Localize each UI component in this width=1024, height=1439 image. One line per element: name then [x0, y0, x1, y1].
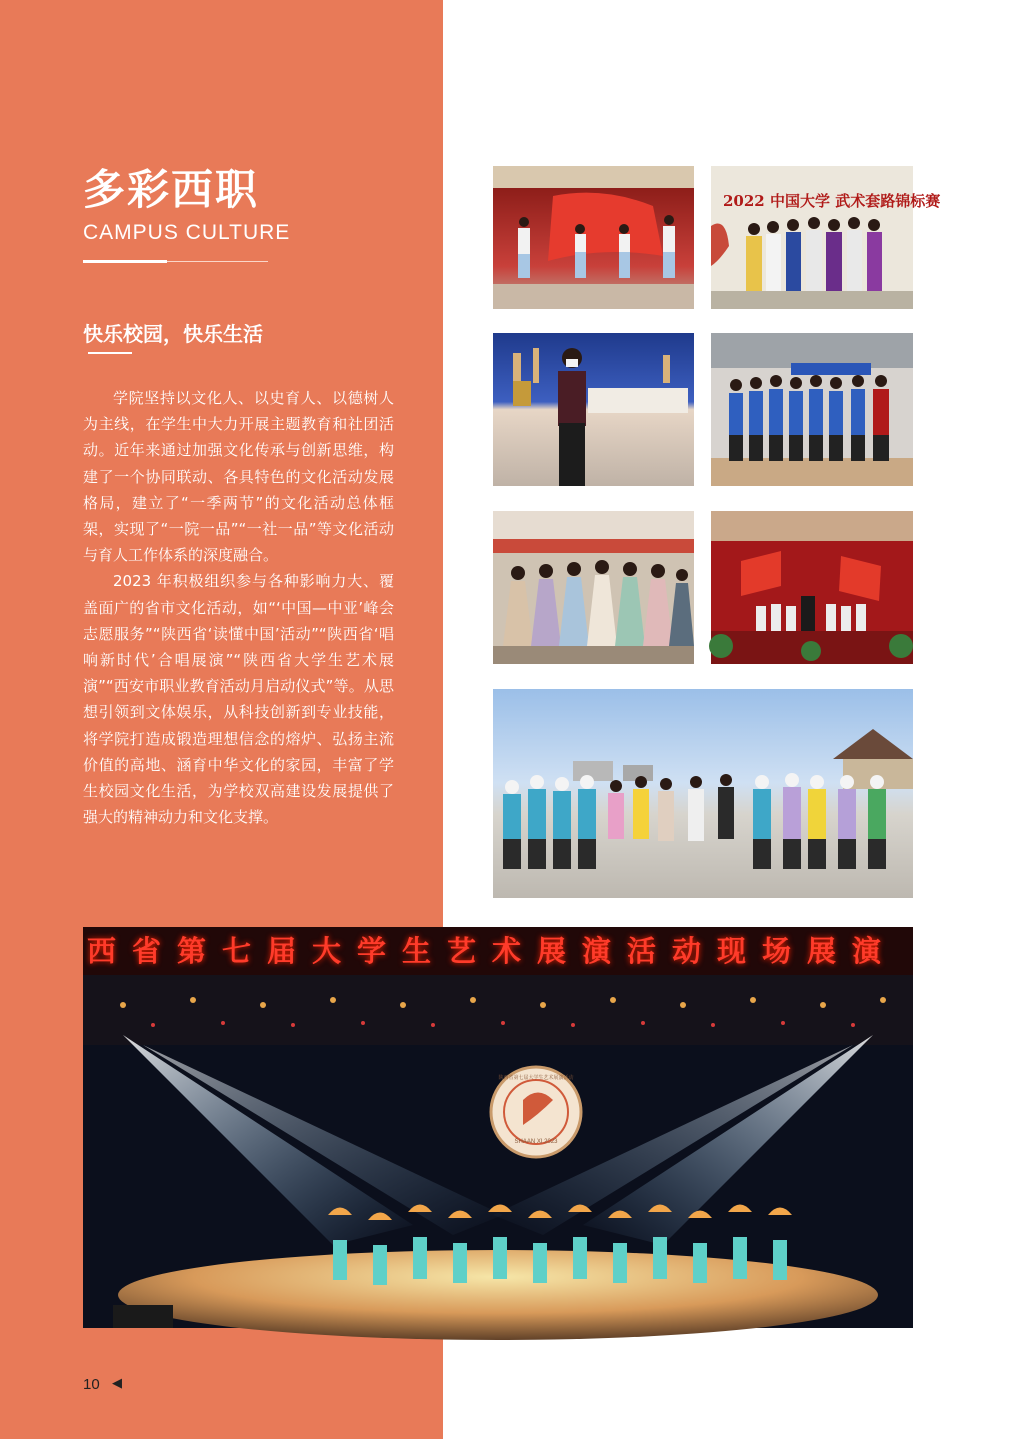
photo-stage-ceremony [493, 166, 694, 309]
photo-martial-arts [711, 166, 941, 309]
section-heading: 快乐校园，快乐生活 [83, 322, 263, 346]
section-underline [88, 352, 132, 354]
paragraph-2: 2023 年积极组织参与各种影响力大、覆盖面广的省市文化活动，如“‘中国—中亚’峰会志愿服务”“陕西省‘读懂中国’活动”“陕西省‘唱响新时代’合唱展演”“陕西省大学生艺术展演”“西安市职业教育活动月启动仪式”等。从思想引领到文体娱乐，从科技创新到专业技能，将学院打造成锻造理想信念的熔炉、弘扬主流价值的高地、涵育中华文化的家园，丰富了学生校园文化生活，为学校双高建设发展提供了强大的精神动力和文化支撑。 [83, 572, 394, 827]
stage-led-banner [83, 927, 913, 975]
stage-banner-text: 西省第七届大学生艺术展演活动现场展演 [87, 934, 898, 968]
paragraph-1: 学院坚持以文化人、以史育人、以德树人为主线，在学生中大力开展主题教育和社团活动。近年来通过加强文化传承与创新思维，构建了一个协同联动、各具特色的文化活动发展格局，建立了“一季两节”的文化活动总体框架，实现了“一院一品”“一社一品”等文化活动与育人工作体系的深度融合。 [83, 389, 394, 565]
page-subtitle: CAMPUS CULTURE [83, 221, 291, 244]
photo-chorus-stage [711, 511, 913, 664]
photo-art-performance-stage [83, 975, 913, 1328]
photo-banquet-host [493, 333, 694, 486]
stage-logo-text: 陕西省第七届大学生艺术展演活动 [498, 1075, 574, 1081]
page-number: 10 [83, 1376, 100, 1393]
photo-basketball-team [711, 333, 913, 486]
martial-banner-text: 2022 中国大学 武术套路锦标赛 [723, 192, 941, 210]
page-arrow-icon: ◀ [112, 1376, 122, 1391]
stage-logo-sub: SHAAN XI 2023 [514, 1139, 558, 1145]
page-title: 多彩西职 [83, 165, 260, 214]
photo-hanfu-group [493, 511, 694, 664]
article-body [83, 385, 394, 830]
photo-outdoor-parade [493, 689, 913, 898]
title-divider-accent [83, 260, 167, 263]
